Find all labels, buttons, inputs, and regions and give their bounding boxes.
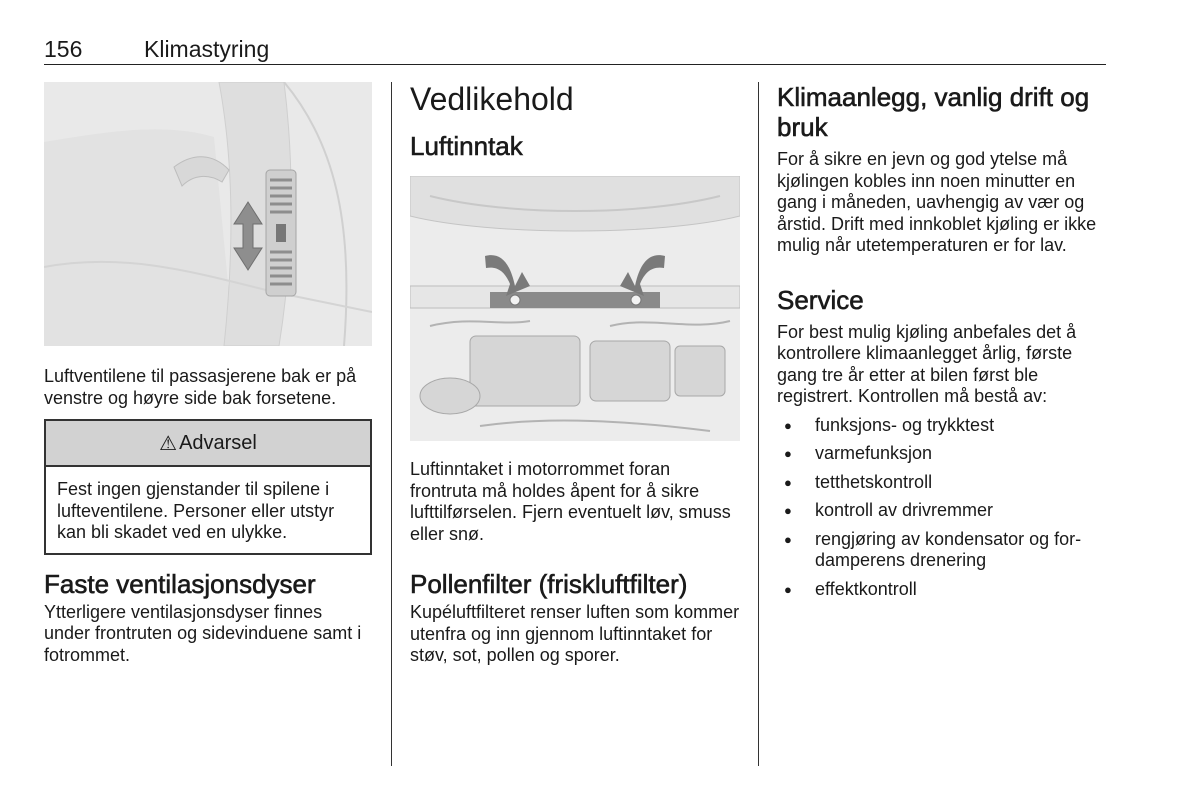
fixed-vents-heading: Faste ventilasjonsdyser <box>44 568 316 599</box>
engine-bay-illustration <box>410 176 740 441</box>
column-left <box>44 82 372 666</box>
vent-caption: Luftventilene til passasjerene bak er på venstre og høyre side bak forsetene. <box>44 366 357 408</box>
page-header <box>44 36 1106 65</box>
list-item: ● tetthetskontroll <box>777 472 1107 494</box>
page-number: 156 <box>44 36 83 62</box>
column-divider <box>758 82 759 766</box>
ac-heading: Klimaanlegg, vanlig drift og bruk <box>777 82 1090 142</box>
fixed-vents-text: Ytterligere ventilasjonsdyser finnes under frontruten og sidevinduene samt i fotrommet. <box>44 601 362 665</box>
pollen-filter-text: Kupéluftfilteret renser luften som kommer utenfra og inn gjennom luftinntaket for støv, sot, pollen og sporer. <box>410 602 740 665</box>
list-item: ● effektkontroll <box>777 579 1107 601</box>
warning-box <box>44 419 372 555</box>
service-list <box>777 415 1107 601</box>
service-heading: Service <box>777 284 864 315</box>
column-right <box>777 82 1107 607</box>
list-item: ● kontroll av drivremmer <box>777 500 1107 522</box>
list-item: ● varmefunksjon <box>777 443 1107 465</box>
ac-text: For å sikre en jevn og god ytelse må kjølingen kobles inn noen minutter en gang i måneden, uavhengig av vær og årstid. Drift med innkoblet kjøling er ikke mulig når utetemperaturen er for lav. <box>777 149 1097 255</box>
list-item: ● funksjons- og trykktest <box>777 415 1107 437</box>
section-title: Vedlikehold <box>410 81 574 117</box>
warning-triangle-icon: ⚠ <box>159 432 178 455</box>
column-divider <box>391 82 392 766</box>
air-intake-heading: Luftinntak <box>410 131 523 161</box>
column-middle <box>410 82 740 667</box>
warning-header <box>46 421 370 467</box>
chapter-title: Klimastyring <box>144 36 270 62</box>
pollen-filter-heading: Pollenfilter (friskluftfilter) <box>410 569 688 599</box>
warning-text: Fest ingen gjenstander til spilene i lufteventilene. Personer eller utstyr kan bli skadet ved en ulykke. <box>57 479 335 542</box>
rear-vent-illustration <box>44 82 372 346</box>
list-item: ● rengjøring av kondensator og fordamperens drenering <box>777 529 1107 572</box>
service-text: For best mulig kjøling anbefales det å kontrollere klimaanlegget årlig, første gang tre år etter at bilen først ble registrert. Kontrollen må bestå av: <box>777 321 1077 406</box>
air-intake-text: Luftinntaket i motorrommet foran frontruta må holdes åpent for å sikre lufttilførselen. Fjern eventuelt løv, smuss eller snø. <box>410 459 731 544</box>
warning-title: Advarsel <box>179 431 257 454</box>
